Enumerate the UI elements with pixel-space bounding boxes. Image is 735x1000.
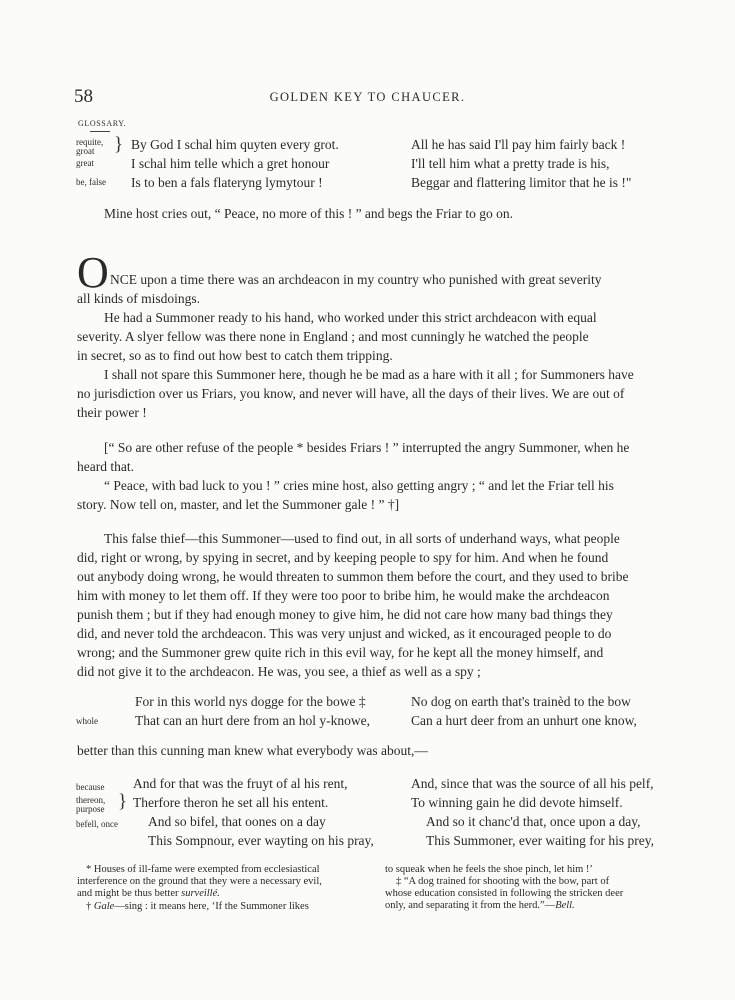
verse1-original-line: By God I schal him quyten every grot. [131,137,339,152]
prose-line: did, right or wrong, by spying in secret, and by keeping people to spy for him. And when he found [77,550,609,565]
verse1-original-line: Is to ben a fals flateryng lymytour ! [131,175,323,190]
footnote-star: interference on the ground that they were a necessary evil, [77,876,322,887]
footnote-double-dagger: ‡ “A dog trained for shooting with the bow, part of [396,876,610,887]
footnote-double-dagger: only, and separating it from the herd.”—Bell. [385,900,575,911]
prose-line: all kinds of misdoings. [77,291,201,306]
prose-line: This false thief—this Summoner—used to find out, in all sorts of underhand ways, what people [104,531,620,546]
verse3-original-line: Therfore theron he set all his entent. [133,795,329,810]
verse3-modern-line: This Summoner, ever waiting for his prey, [426,833,655,848]
verse2-original-line: That can an hurt dere from an hol y-knowe, [135,713,371,728]
glossary-rule [90,131,110,132]
gloss-requite: requite, [76,137,104,147]
prose-line: He had a Summoner ready to his hand, who worked under this strict archdeacon with equal [104,310,597,325]
prose-line: wrong; and the Summoner grew quite rich in this evil way, for he kept all the money himself, and [77,645,604,660]
gloss-brace: } [118,791,128,812]
verse1-original-line: I schal him telle which a gret honour [131,156,330,171]
verse1-modern-line: Beggar and flattering limitor that he is !" [411,175,632,190]
verse1-modern-line: I'll tell him what a pretty trade is his, [411,156,610,171]
prose-line: [“ So are other refuse of the people * besides Friars ! ” interrupted the angry Summoner, when he [104,440,630,455]
gloss-befell-once: befell, once [76,819,118,829]
verse3-original-line: And for that was the fruyt of al his rent, [133,776,348,791]
prose-line: heard that. [77,459,134,474]
verse3-modern-line: To winning gain he did devote himself. [411,795,623,810]
between-line: better than this cunning man knew what everybody was about,— [77,743,428,758]
footnote-star: and might be thus better surveillé. [77,888,220,899]
prose-line: punish them ; but if they had enough money to give him, he did not care how many bad things they [77,607,613,622]
footnote-dagger: † Gale—sing : it means here, ‘If the Summoner likes [86,901,309,912]
gloss-be-false: be, false [76,177,106,187]
gloss-because: because [76,782,105,792]
prose-line: “ Peace, with bad luck to you ! ” cries mine host, also getting angry ; “ and let the Friar tell his [104,478,614,493]
prose-line: I shall not spare this Summoner here, though he be mad as a hare with it all ; for Summoners have [104,367,634,382]
verse3-modern-line: And so it chanc'd that, once upon a day, [426,814,641,829]
verse3-modern-line: And, since that was the source of all his pelf, [411,776,654,791]
verse3-original-line: And so bifel, that oones on a day [148,814,326,829]
running-title: GOLDEN KEY TO CHAUCER. [269,90,466,104]
page-number: 58 [74,86,93,107]
gloss-brace: } [114,134,124,155]
gloss-thereon: thereon, [76,795,106,805]
prose-line: did, and never told the archdeacon. This was very unjust and wicked, as it encouraged people to do [77,626,612,641]
verse2-original-line: For in this world nys dogge for the bowe ‡ [135,694,366,709]
gloss-whole: whole [76,716,98,726]
verse2-modern-line: Can a hurt deer from an unhurt one know, [411,713,637,728]
prose-line: no jurisdiction over us Friars, you know, and never will have, all the days of their lives. We are out of [77,386,625,401]
host-line: Mine host cries out, “ Peace, no more of this ! ” and begs the Friar to go on. [104,206,514,221]
glossary-heading: GLOSSARY. [78,119,127,128]
prose-line: out anybody doing wrong, he would threaten to summon them before the court, and they used to bribe [77,569,629,584]
drop-cap: O [77,248,109,297]
gloss-groat: groat [76,146,95,156]
verse2-modern-line: No dog on earth that's trainèd to the bow [411,694,631,709]
gloss-great: great [76,158,94,168]
prose-line: in secret, so as to find out how best to catch them tripping. [77,348,393,363]
prose-line: did not give it to the archdeacon. He was, you see, a thief as well as a spy ; [77,664,481,679]
prose-line: severity. A slyer fellow was there none in England ; and most cunningly he watched the people [77,329,589,344]
footnote-double-dagger: whose education consisted in following the stricken deer [385,888,624,899]
verse1-modern-line: All he has said I'll pay him fairly back ! [411,137,626,152]
prose-line: him with money to let them off. If they were too poor to bribe him, he would make the archdeacon [77,588,610,603]
footnote-star: * Houses of ill-fame were exempted from ecclesiastical [86,864,320,875]
prose-line: NCE upon a time there was an archdeacon in my country who punished with great severity [110,272,602,287]
prose-line: their power ! [77,405,147,420]
verse3-original-line: This Sompnour, ever wayting on his pray, [148,833,374,848]
prose-line: story. Now tell on, master, and let the Summoner gale ! ” †] [77,497,400,512]
footnote-dagger-continued: to squeak when he feels the shoe pinch, let him !’ [385,864,593,875]
gloss-purpose: purpose [76,804,105,814]
